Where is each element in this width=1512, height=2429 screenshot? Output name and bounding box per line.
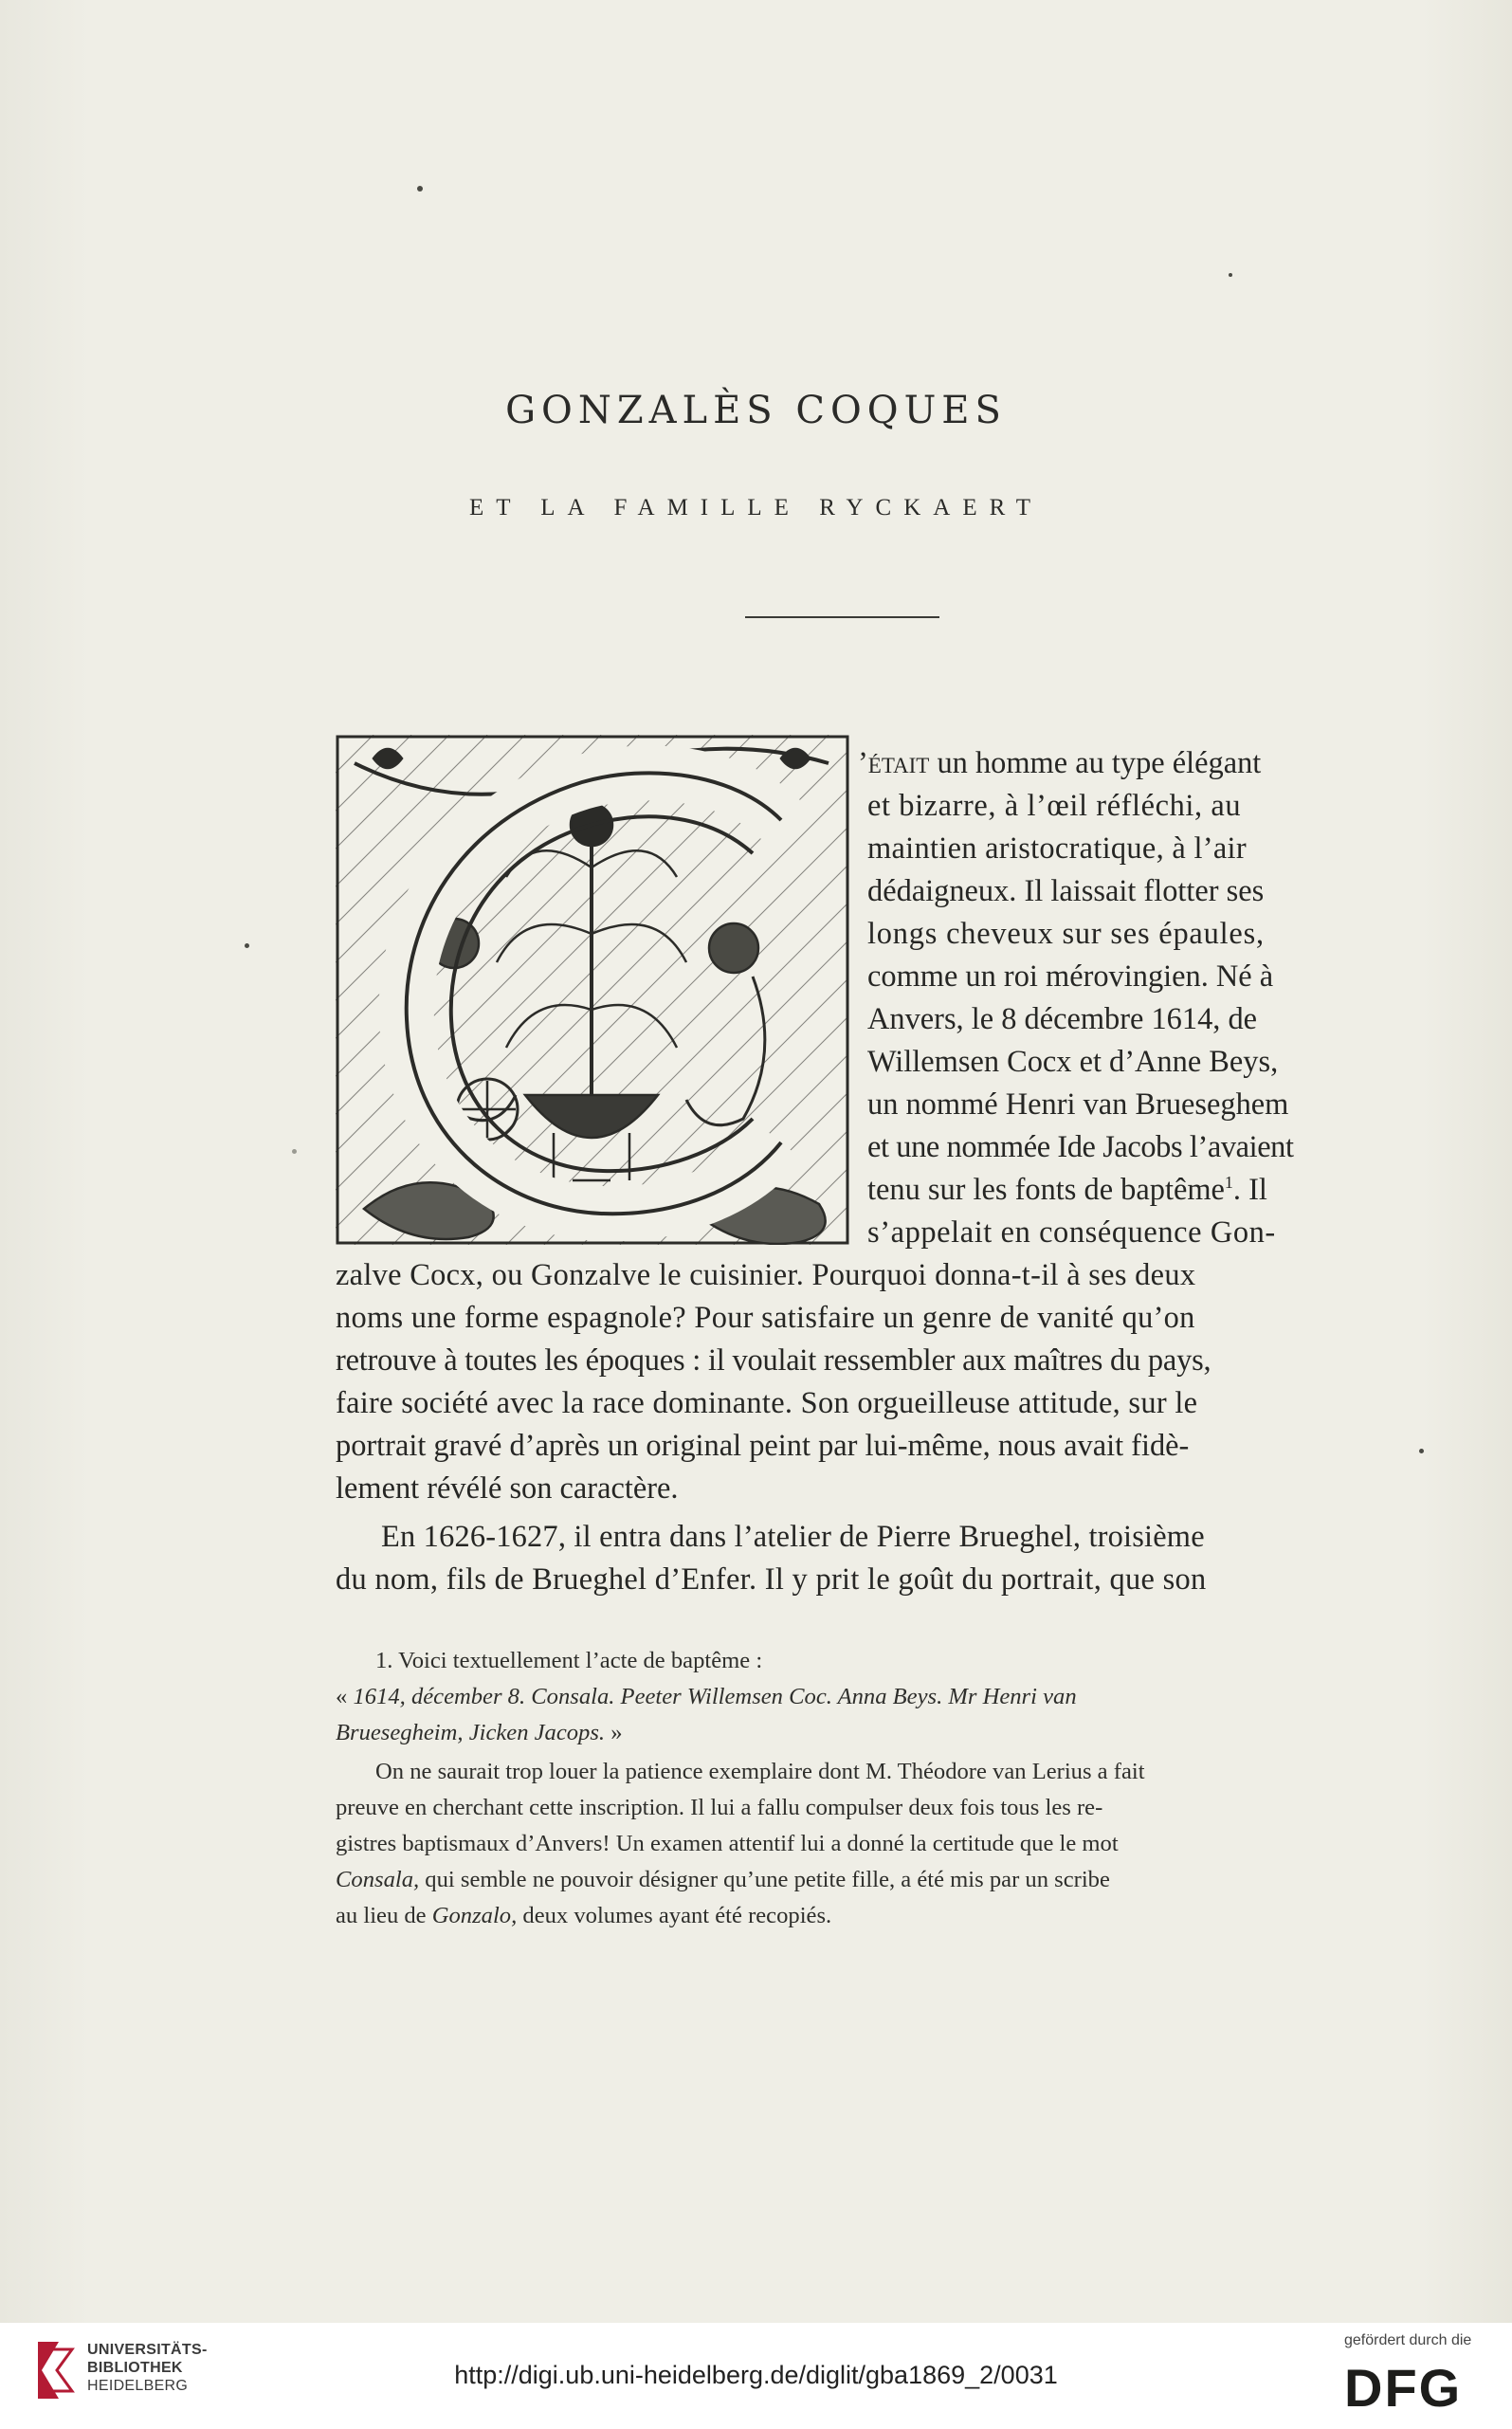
footnote-line: Bruesegheim, Jicken Jacops. » (336, 1720, 623, 1745)
ornamental-initial-c-icon (336, 735, 849, 1245)
title-divider (745, 616, 939, 618)
page-speck (292, 1149, 297, 1154)
footnote-line: 1. Voici textuellement l’acte de baptême : (375, 1648, 763, 1673)
body-line: ’était un homme au type élégant (858, 746, 1262, 780)
body-line: dédaigneux. Il laissait flotter ses (867, 874, 1265, 908)
library-name-line: HEIDELBERG (87, 2378, 189, 2394)
footnote-line: Consala, qui semble ne pouvoir désigner qu’une petite fille, a été mis par un scribe (336, 1867, 1110, 1892)
footnote-line: « 1614, décember 8. Consala. Peeter Willemsen Coc. Anna Beys. Mr Henri van (336, 1684, 1077, 1709)
page-speck (417, 186, 423, 192)
body-line: et une nommée Ide Jacobs l’avaient (867, 1130, 1294, 1164)
body-line: Anvers, le 8 décembre 1614, de (867, 1002, 1258, 1036)
footnote-line: gistres baptismaux d’Anvers! Un examen attentif lui a donné la certitude que le mot (336, 1831, 1119, 1856)
body-line: comme un roi mérovingien. Né à (867, 959, 1274, 994)
body-line: Willemsen Cocx et d’Anne Beys, (867, 1045, 1279, 1079)
library-name-line: BIBLIOTHEK (87, 2360, 183, 2376)
dfg-logo: DFG (1344, 2358, 1463, 2418)
body-line: tenu sur les fonts de baptême$^1$. Il (867, 1173, 1267, 1207)
body-line: un nommé Henri van Brueseghem (867, 1087, 1289, 1122)
page-speck (1229, 273, 1232, 277)
body-line: zalve Cocx, ou Gonzalve le cuisinier. Pourquoi donna-t-il à ses deux (336, 1258, 1196, 1292)
footnote-line: au lieu de Gonzalo, deux volumes ayant été recopiés. (336, 1903, 832, 1928)
body-line: retrouve à toutes les époques : il voulait ressembler aux maîtres du pays, (336, 1343, 1211, 1378)
article-title: GONZALÈS COQUES (505, 389, 1007, 432)
funding-note: gefördert durch die (1344, 2332, 1472, 2348)
footnote-line: preuve en cherchant cette inscription. Il lui a fallu compulser deux fois tous les re- (336, 1795, 1103, 1820)
body-line: maintien aristocratique, à l’air (867, 831, 1247, 866)
body-line: En 1626-1627, il entra dans l’atelier de Pierre Brueghel, troisième (381, 1520, 1205, 1554)
body-line: du nom, fils de Brueghel d’Enfer. Il y prit le goût du portrait, que son (336, 1562, 1207, 1597)
body-line: faire société avec la race dominante. Son orgueilleuse attitude, sur le (336, 1386, 1198, 1420)
article-subtitle: ET LA FAMILLE RYCKAERT (468, 495, 1044, 520)
page-speck (245, 943, 249, 948)
body-line: longs cheveux sur ses épaules, (867, 917, 1265, 951)
body-line: lement révélé son caractère. (336, 1471, 679, 1506)
page-speck (1419, 1449, 1424, 1453)
body-line: portrait gravé d’après un original peint par lui-même, nous avait fidè- (336, 1429, 1190, 1463)
footnote-line: On ne saurait trop louer la patience exemplaire dont M. Théodore van Lerius a fait (375, 1759, 1145, 1784)
permalink-url[interactable]: http://digi.ub.uni-heidelberg.de/diglit/gba1869_2/0031 (454, 2361, 1058, 2389)
body-line: s’appelait en conséquence Gon- (867, 1215, 1276, 1250)
body-line: et bizarre, à l’œil réfléchi, au (867, 789, 1242, 823)
library-name-line: UNIVERSITÄTS- (87, 2342, 208, 2358)
body-line: noms une forme espagnole? Pour satisfaire un genre de vanité qu’on (336, 1301, 1195, 1335)
